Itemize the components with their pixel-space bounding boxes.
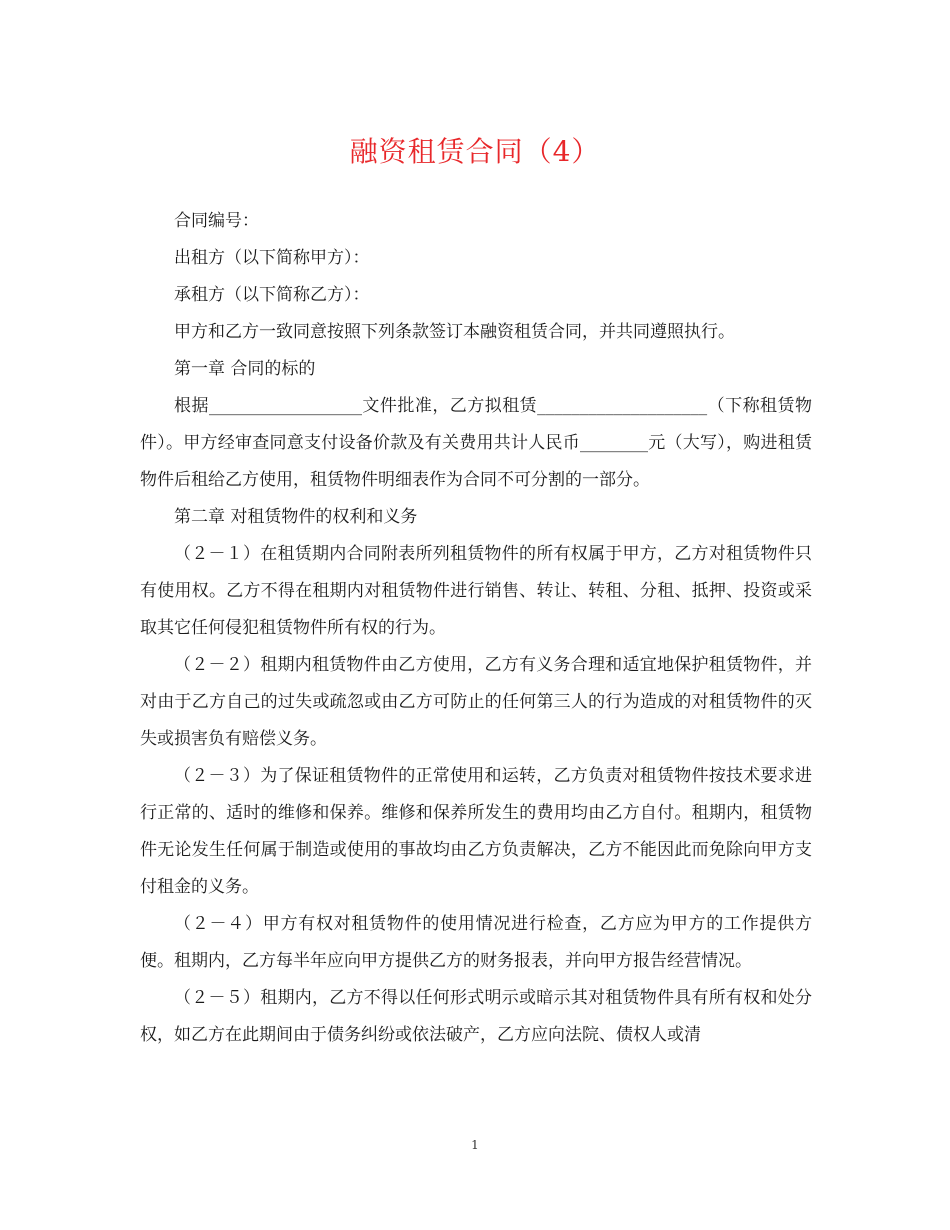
chapter-heading: 第二章 对租赁物件的权利和义务: [174, 507, 418, 527]
paragraph: 甲方和乙方一致同意按照下列条款签订本融资租赁合同，并共同遵照执行。: [174, 322, 735, 342]
clause: （２－４）甲方有权对租赁物件的使用情况进行检查，乙方应为甲方的工作提供方便。租期内，乙方每半年应向甲方提供乙方的财务报表，并向甲方报告经营情况。: [140, 914, 812, 971]
document-body: [140, 203, 812, 1054]
page-number: 1: [471, 1138, 479, 1152]
paragraph: 承租方（以下简称乙方）：: [174, 285, 370, 305]
clause: （２－５）租期内，乙方不得以任何形式明示或暗示其对租赁物件具有所有权和处分权，如乙方在此期间由于债务纠纷或依法破产，乙方应向法院、债权人或清: [140, 988, 812, 1045]
clause: （２－２）租期内租赁物件由乙方使用，乙方有义务合理和适宜地保护租赁物件，并对由于乙方自己的过失或疏忽或由乙方可防止的任何第三人的行为造成的对租赁物件的灭失或损害负有赔偿义务。: [140, 655, 812, 749]
paragraph: 合同编号：: [174, 211, 259, 231]
clause: （２－３）为了保证租赁物件的正常使用和运转，乙方负责对租赁物件按技术要求进行正常的、适时的维修和保养。维修和保养所发生的费用均由乙方自付。租期内，租赁物件无论发生任何属于制造或使用的事故均由乙方负责解决，乙方不能因此而免除向甲方支付租金的义务。: [140, 766, 812, 897]
chapter-heading: 第一章 合同的标的: [174, 359, 316, 379]
clause: （２－１）在租赁期内合同附表所列租赁物件的所有权属于甲方，乙方对租赁物件只有使用权。乙方不得在租期内对租赁物件进行销售、转让、转租、分租、抵押、投资或采取其它任何侵犯租赁物件所有权的行为。: [140, 544, 812, 638]
paragraph: 根据__________________文件批准，乙方拟租赁____________________（下称租赁物件）。甲方经审查同意支付设备价款及有关费用共计人民币________元（大写），购进租赁物件后租给乙方使用，租赁物件明细表作为合同不可分割的一部分。: [140, 396, 812, 490]
document-title: 融资租赁合同（4）: [349, 135, 601, 168]
paragraph: 出租方（以下简称甲方）：: [174, 248, 370, 268]
